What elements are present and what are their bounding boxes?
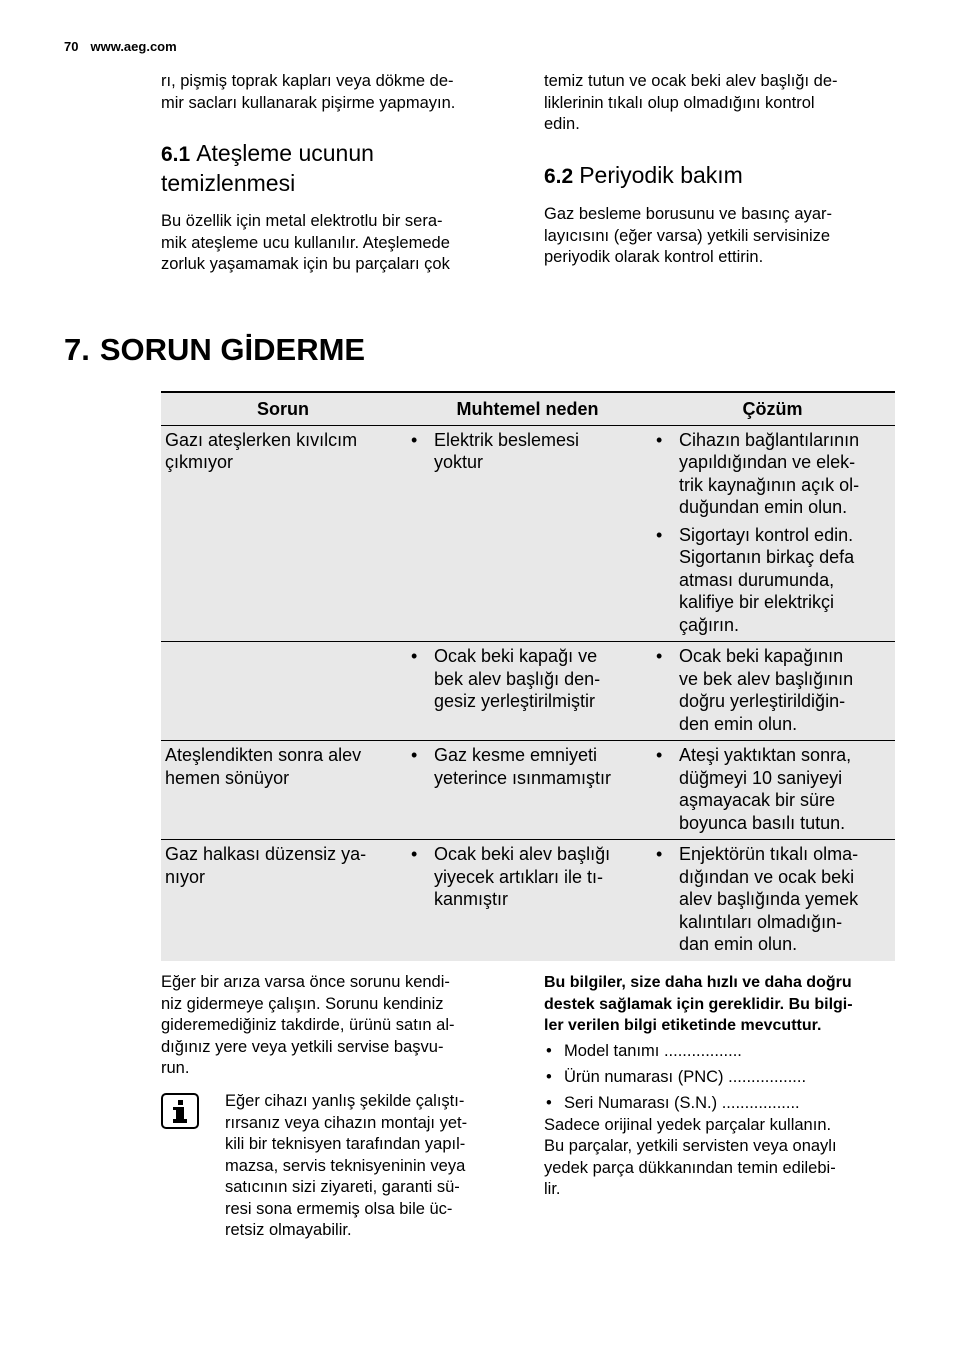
section-6-1-body: Bu özellik için metal elektrotlu bir sera- mik ateşleme ucu kullanılır. Ateşlemede zorluk yaşamamak için bu parçaları çok: [161, 212, 450, 273]
problem-cell: Gaz halkası düzensiz ya- nıyor: [161, 840, 405, 961]
section-title: Ateşleme ucunun temizlenmesi: [161, 140, 374, 196]
chapter-number: 7.: [64, 332, 90, 367]
cause-cell: [405, 840, 650, 961]
cause-cell: [405, 741, 650, 840]
section-6-2-body: Gaz besleme borusunu ve basınç ayar- layıcısını (eğer varsa) yetkili servisinize periyodik olarak kontrol ettirin.: [544, 205, 832, 266]
section-6-2: [544, 161, 896, 269]
column-header-problem: Sorun: [161, 392, 405, 425]
section-title: Periyodik bakım: [579, 162, 743, 188]
column-header-cause: Muhtemel neden: [405, 392, 650, 425]
solution-item: • Sigortayı kontrol edin. Sigortanın birkaç defa atması durumunda, kalifiye bir elektrikçi çağırın.: [654, 524, 891, 637]
cause-item: • Gaz kesme emniyeti yeterince ısınmamıştır: [409, 744, 646, 789]
problem-cell: [161, 642, 405, 741]
info-note: Eğer cihazı yanlış şekilde çalıştı- rırsanız veya cihazın montajı yet- kili bir teknisyen tarafından yapıl- mazsa, servis teknisyeninin veya satıcının sizi ziyareti, garanti sü- resi sona ermemiş olsa bile üc- retsiz olmayabilir.: [225, 1092, 468, 1239]
cause-item: • Ocak beki kapağı ve bek alev başlığı den- gesiz yerleştirilmiştir: [409, 645, 646, 713]
cause-item: • Elektrik beslemesi yoktur: [409, 429, 646, 474]
section-6-1: [161, 139, 511, 276]
cause-cell: [405, 642, 650, 741]
solution-cell: [650, 425, 895, 642]
section-number: 6.1: [161, 143, 191, 166]
column-header-solution: Çözüm: [650, 392, 895, 425]
solution-cell: [650, 642, 895, 741]
bottom-right-bold: Bu bilgiler, size daha hızlı ve daha doğru destek sağlamak için gereklidir. Bu bilgi- ler verilen bilgi etiketinde mevcuttur.: [544, 974, 853, 1034]
list-item: • Ürün numarası (PNC) .................: [544, 1067, 896, 1089]
right-top-paragraph: temiz tutun ve ocak beki alev başlığı de- liklerinin tıkalı olup olmadığını kontrol edin.: [544, 72, 838, 133]
solution-item: • Ateşi yaktıktan sonra, düğmeyi 10 saniyeyi aşmayacak bir süre boyunca basılı tutun.: [654, 744, 891, 834]
page-number: 70: [64, 39, 79, 54]
solution-item: • Enjektörün tıkalı olma- dığından ve ocak beki alev başlığında yemek kalıntıları olmadığın- dan emin olun.: [654, 843, 891, 956]
table-row: [161, 840, 895, 961]
left-top-paragraph: rı, pişmiş toprak kapları veya dökme de- mir sacları kullanarak pişirme yapmayın.: [161, 72, 456, 112]
table-row: [161, 741, 895, 840]
page-header: [64, 39, 177, 54]
solution-item: • Ocak beki kapağının ve bek alev başlığının doğru yerleştirildiğin- den emin olun.: [654, 645, 891, 735]
problem-cell: Gazı ateşlerken kıvılcım çıkmıyor: [161, 425, 405, 642]
solution-cell: [650, 840, 895, 961]
problem-cell: Ateşlendikten sonra alev hemen sönüyor: [161, 741, 405, 840]
table-header-row: [161, 392, 895, 425]
bottom-right-block: [544, 972, 896, 1201]
website-link[interactable]: www.aeg.com: [90, 39, 177, 54]
chapter-title: SORUN GİDERME: [99, 332, 366, 367]
bottom-left-paragraph: Eğer bir arıza varsa önce sorunu kendi- niz gidermeye çalışın. Sorunu kendiniz gideremediğiniz takdirde, ürünü satın al- dığınız yere veya yetkili servise başvu- run.: [161, 973, 455, 1077]
cause-cell: [405, 425, 650, 642]
chapter-heading: [64, 330, 365, 370]
section-6-2-heading: [544, 161, 896, 191]
product-info-list: [544, 1041, 896, 1115]
info-icon: [161, 1093, 199, 1129]
list-item: • Model tanımı .................: [544, 1041, 896, 1063]
troubleshooting-table: [161, 391, 895, 961]
table-row: [161, 642, 895, 741]
solution-item: • Cihazın bağlantılarının yapıldığından ve elek- trik kaynağının açık ol- duğundan emin olun.: [654, 429, 891, 519]
cause-item: • Ocak beki alev başlığı yiyecek artıkları ile tı- kanmıştır: [409, 843, 646, 911]
bottom-right-paragraph: Sadece orijinal yedek parçalar kullanın. Bu parçalar, yetkili servisten veya onaylı yedek parça dükkanından temin edilebi- lir.: [544, 1115, 837, 1198]
solution-cell: [650, 741, 895, 840]
list-item: • Seri Numarası (S.N.) .................: [544, 1093, 896, 1115]
section-number: 6.2: [544, 165, 574, 188]
section-6-1-heading: [161, 139, 511, 197]
table-row: [161, 425, 895, 642]
